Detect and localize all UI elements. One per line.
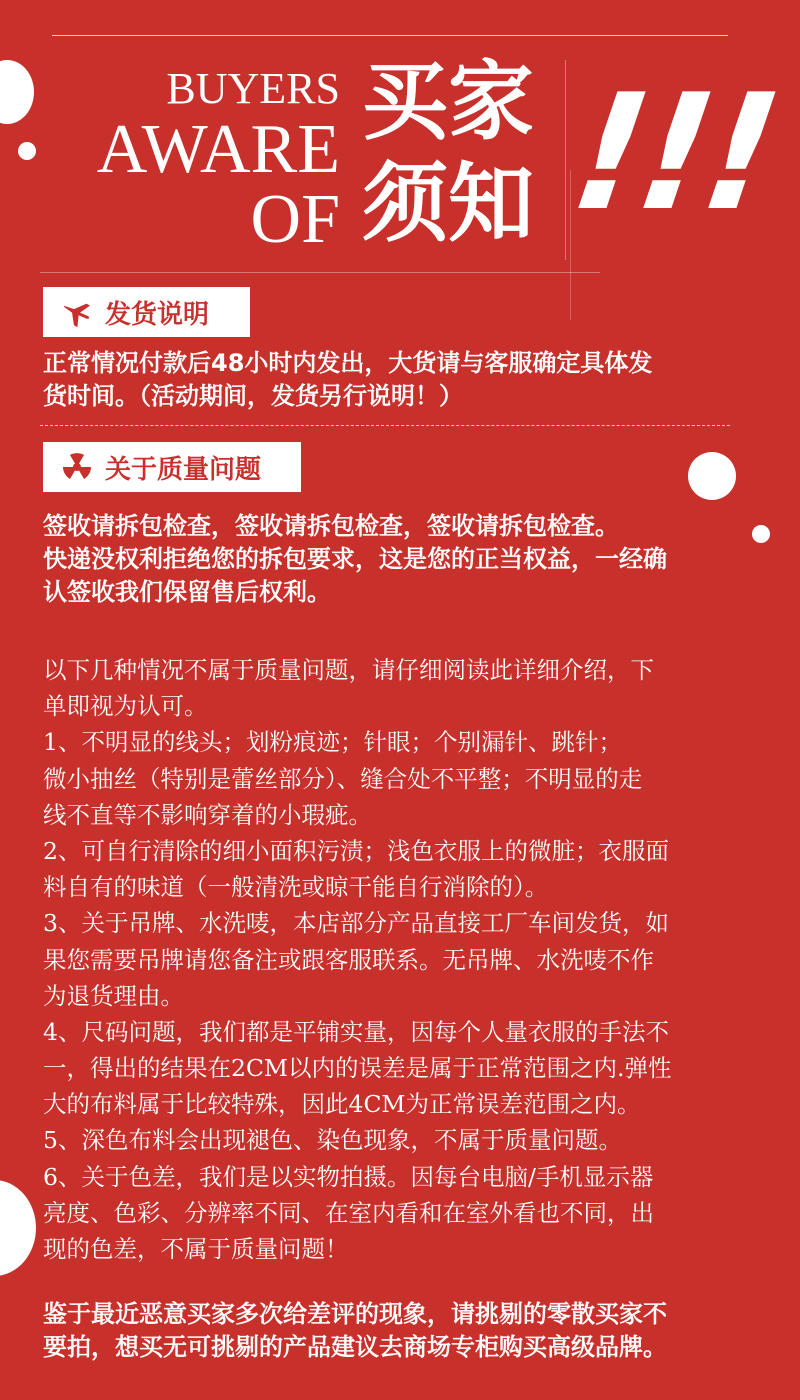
quality-detail-line: 大的布料属于比较特殊，因此4CM为正常误差范围之内。 bbox=[43, 1090, 641, 1119]
hazard-icon bbox=[61, 451, 93, 483]
shipping-section-title: 发货说明 bbox=[105, 299, 210, 330]
quality-detail-line: 一，得出的结果在2CM以内的误差是属于正常范围之内.弹性 bbox=[43, 1054, 672, 1083]
quality-details bbox=[43, 652, 763, 1267]
header-cn-line2: 须知 bbox=[362, 153, 534, 254]
quality-detail-line: 单即视为认可。 bbox=[43, 692, 208, 721]
quality-notice bbox=[43, 510, 763, 609]
quality-detail-line: 5、深色布料会出现褪色、染色现象，不属于质量问题。 bbox=[43, 1126, 622, 1155]
decorative-dot bbox=[18, 142, 36, 160]
quality-detail-line: 4、尺码问题，我们都是平铺实量，因每个人量衣服的手法不 bbox=[43, 1017, 669, 1046]
header-en-aware: AWARE bbox=[96, 111, 340, 188]
header-horizontal-divider bbox=[40, 272, 600, 273]
quality-detail-line: 料自有的味道（一般清洗或晾干能自行消除的）。 bbox=[43, 873, 549, 902]
section-divider bbox=[40, 425, 730, 426]
quality-detail-line: 为退货理由。 bbox=[43, 981, 184, 1010]
shipping-line: 正常情况付款后48小时内发出，大货请与客服确定具体发 bbox=[43, 349, 653, 377]
quality-detail-line: 果您需要吊牌请您备注或跟客服联系。无吊牌、水洗唛不作 bbox=[43, 945, 654, 974]
quality-notice-line: 签收请拆包检查，签收请拆包检查，签收请拆包检查。 bbox=[43, 512, 619, 540]
quality-detail-line: 以下几种情况不属于质量问题，请仔细阅读此详细介绍，下 bbox=[43, 656, 654, 684]
header-en-of: OF bbox=[250, 181, 340, 258]
quality-detail-line: 线不直等不影响穿着的小瑕疵。 bbox=[43, 800, 372, 829]
decorative-circle bbox=[0, 60, 34, 124]
quality-detail-line: 2、可自行清除的细小面积污渍；浅色衣服上的微脏；衣服面 bbox=[43, 836, 669, 865]
shipping-line: 货时间。（活动期间，发货另行说明！） bbox=[43, 382, 463, 410]
footer-line: 鉴于最近恶意买家多次给差评的现象，请挑剔的零散买家不 bbox=[43, 1300, 667, 1328]
quality-detail-line: 1、不明显的线头；划粉痕迹；针眼；个别漏针、跳针； bbox=[43, 728, 622, 757]
quality-detail-line: 6、关于色差，我们是以实物拍摄。因每台电脑/手机显示器 bbox=[43, 1162, 654, 1191]
decorative-circle bbox=[688, 452, 736, 500]
footer-line: 要拍，想买无可挑剔的产品建议去商场专柜购买高级品牌。 bbox=[43, 1333, 667, 1361]
footer-warning bbox=[43, 1298, 763, 1364]
quality-detail-line: 亮度、色彩、分辨率不同、在室内看和在室外看也不同，出 bbox=[43, 1198, 654, 1227]
quality-notice-line: 快递没权利拒绝您的拆包要求，这是您的正当权益，一经确 bbox=[43, 545, 667, 573]
quality-section-badge bbox=[43, 442, 301, 492]
quality-detail-line: 现的色差，不属于质量问题！ bbox=[43, 1235, 349, 1263]
quality-notice-line: 认签收我们保留售后权利。 bbox=[43, 578, 331, 606]
shipping-section-badge bbox=[43, 287, 250, 337]
airplane-icon bbox=[61, 296, 93, 328]
quality-section-title: 关于质量问题 bbox=[105, 454, 262, 485]
header-en-buyers: BUYERS bbox=[166, 64, 340, 113]
header-exclamation-marks: !!! bbox=[561, 59, 784, 246]
top-divider bbox=[52, 35, 728, 36]
header-cn-line1: 买家 bbox=[362, 51, 534, 152]
shipping-description bbox=[43, 347, 763, 413]
quality-detail-line: 微小抽丝（特别是蕾丝部分）、缝合处不平整；不明显的走 bbox=[43, 764, 643, 793]
decorative-circle bbox=[0, 1180, 36, 1276]
quality-detail-line: 3、关于吊牌、水洗唛，本店部分产品直接工厂车间发货，如 bbox=[43, 909, 669, 938]
